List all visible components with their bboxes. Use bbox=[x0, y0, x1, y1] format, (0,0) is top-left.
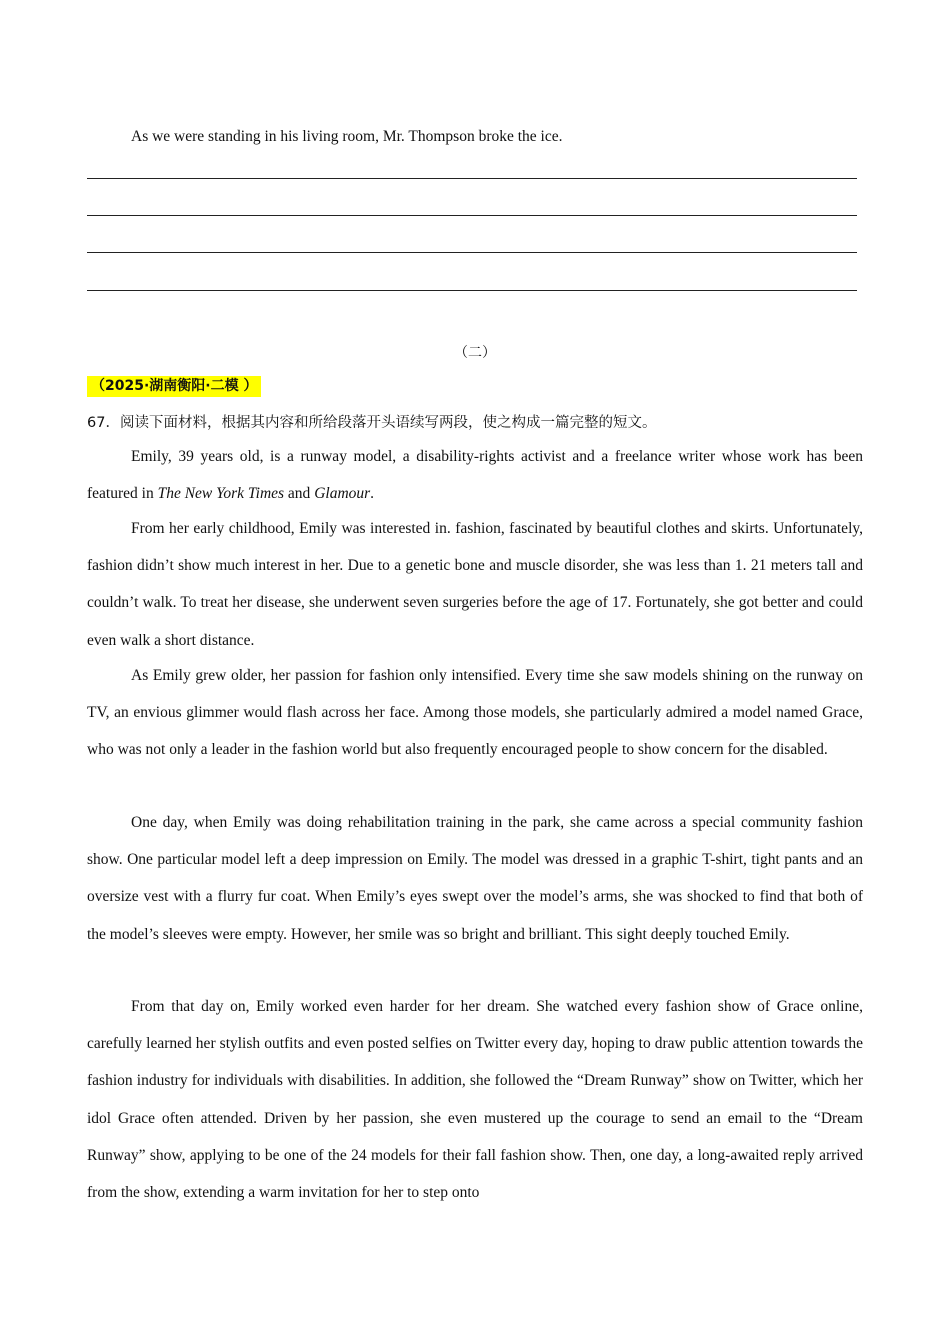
paragraph-3: As Emily grew older, her passion for fashion only intensified. Every time she saw models shining on the runway on TV, an envious glimmer would flash across her face. Among those models, she particularly admired a model named Grace, who was not only a leader in the fashion world but also frequently encouraged people to show concern for the disabled. bbox=[87, 667, 863, 759]
answer-line-3[interactable] bbox=[87, 252, 857, 253]
paragraph-1 bbox=[87, 438, 863, 512]
section-label: （二） bbox=[454, 345, 496, 361]
paragraph-1-and: and bbox=[284, 485, 315, 503]
publication-glamour: Glamour bbox=[314, 485, 371, 503]
answer-line-2[interactable] bbox=[87, 215, 857, 216]
answer-line-4[interactable] bbox=[87, 290, 857, 291]
paragraph-2: From her early childhood, Emily was interested in. fashion, fascinated by beautiful clothes and skirts. Unfortunately, fashion didn’t show much interest in her. Due to a genetic bone and muscle disorder, she was less than 1. 21 meters tall and couldn’t walk. To treat her disease, she underwent seven surgeries before the age of 17. Fortunately, she got better and could even walk a short distance. bbox=[87, 520, 863, 649]
lead-sentence: As we were standing in his living room, Mr. Thompson broke the ice. bbox=[131, 128, 563, 145]
question-prompt: 67．阅读下面材料，根据其内容和所给段落开头语续写两段，使之构成一篇完整的短文。 bbox=[87, 415, 657, 431]
paragraph-4: One day, when Emily was doing rehabilitation training in the park, she came across a special community fashion show. One particular model left a deep impression on Emily. The model was dressed in a graphic T-shirt, tight pants and an oversize vest with a flurry fur coat. When Emily’s eyes swept over the model’s arms, she was shocked to find that both of the model’s sleeves were empty. However, her smile was so bright and brilliant. This sight deeply touched Emily. bbox=[87, 814, 863, 943]
paragraph-1-text: Emily, 39 years old, is a runway model, a disability-rights activist and a freelance writer whose work has been featured in bbox=[87, 448, 863, 503]
paragraph-5: From that day on, Emily worked even harder for her dream. She watched every fashion show of Grace online, carefully learned her stylish outfits and even posted selfies on Twitter every day, hoping to draw public attention towards the fashion industry for individuals with disabilities. In addition, she followed the “Dream Runway” show on Twitter, which her idol Grace often attended. Driven by her passion, she even mustered up the courage to send an email to the “Dream Runway” show, applying to be one of the 24 models for their fall fashion show. Then, one day, a long-awaited reply arrived from the show, extending a warm invitation for her to step onto bbox=[87, 998, 863, 1202]
paragraph-1-end: . bbox=[370, 485, 375, 503]
source-tag: （2025·湖南衡阳·二模 ） bbox=[87, 376, 261, 397]
publication-nyt: The New York Times bbox=[157, 485, 285, 503]
answer-line-1[interactable] bbox=[87, 178, 857, 179]
